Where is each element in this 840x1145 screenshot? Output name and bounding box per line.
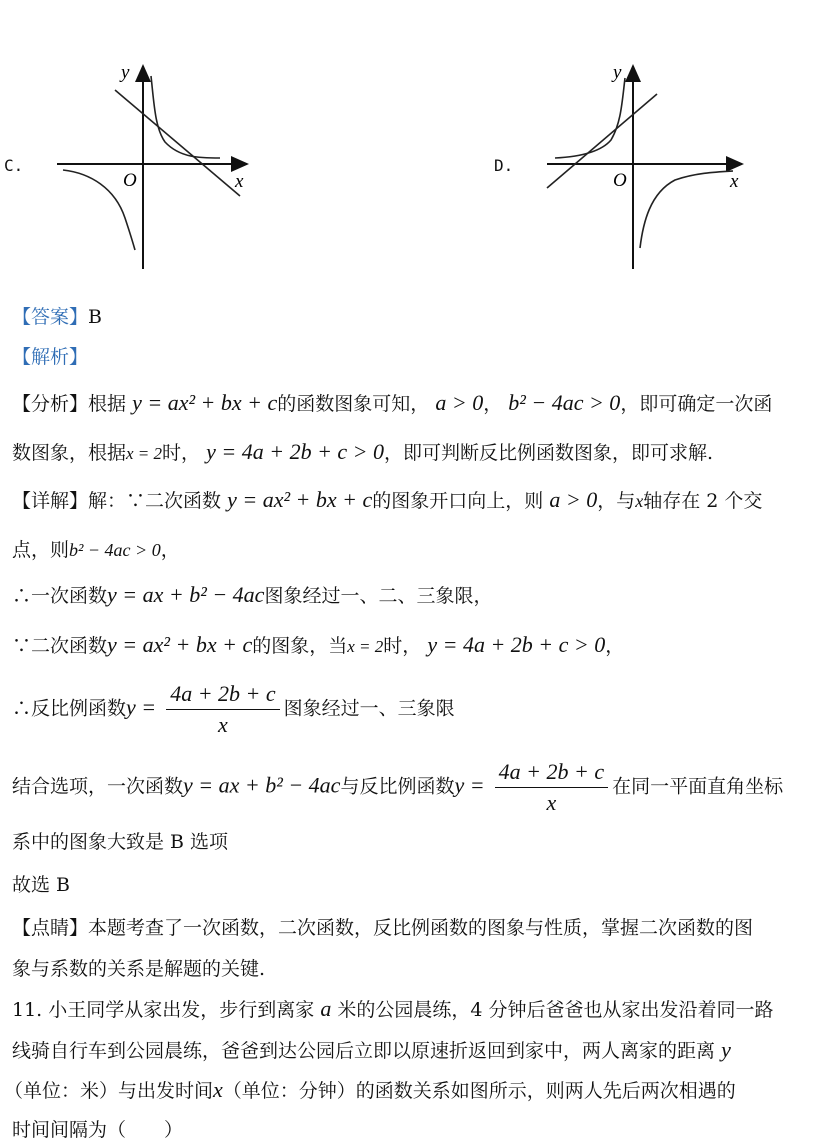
- x-value: x = 2: [126, 444, 163, 463]
- value-eq: y = 4a + 2b + c > 0: [206, 439, 385, 464]
- text: 本题考查了一次函数，二次函数，反比例函数的图象与性质，掌握二次函数的图: [88, 917, 754, 939]
- text: 结合选项，一次函数: [12, 775, 184, 798]
- fenxi-line-1: 【分析】根据 y = ax² + bx + c的函数图象可知， a > 0， b² − 4ac > 0，即可确定一次函: [12, 390, 773, 415]
- fraction-denominator: x: [218, 712, 228, 737]
- text: 与反比例函数: [340, 775, 455, 798]
- fenxi-line-2: [12, 439, 713, 467]
- dianjing-line-1: [12, 915, 753, 941]
- line-4: [12, 632, 624, 660]
- cond-a: a > 0: [435, 390, 484, 415]
- linear-function-line: [547, 94, 657, 188]
- var-x: x: [213, 1077, 223, 1102]
- hyperbola-branch-1: [555, 78, 625, 158]
- text: 轴存在 2 个交: [643, 490, 763, 512]
- text: ，与: [597, 490, 636, 512]
- cond-discriminant: b² − 4ac > 0: [69, 540, 161, 560]
- cond-discriminant: b² − 4ac > 0: [508, 390, 621, 415]
- origin-label: O: [123, 170, 137, 191]
- fraction-numerator: 4a + 2b + c: [495, 758, 608, 788]
- q11-line-3: [4, 1077, 736, 1104]
- text: 数图象，根据: [12, 442, 127, 464]
- text: ，: [605, 635, 625, 657]
- xiangjie-tag: 【详解】: [12, 490, 89, 512]
- linear-eq: y = ax + b² − 4ac: [107, 582, 265, 607]
- y-axis-label: y: [613, 62, 622, 83]
- line-5: [12, 680, 455, 739]
- answer-tag: 【答案】: [12, 306, 89, 328]
- text: 图象经过一、二、三象限，: [264, 585, 493, 607]
- option-c-label: C.: [4, 156, 24, 175]
- text: ，: [160, 539, 180, 561]
- fraction: [166, 680, 279, 739]
- dianjing-tag: 【点睛】: [12, 917, 89, 939]
- x-axis-label: x: [730, 171, 739, 192]
- linear-eq: y = ax + b² − 4ac: [183, 772, 341, 798]
- line-3: [12, 582, 492, 609]
- text: ∴反比例函数: [12, 697, 127, 720]
- text: 的函数图象可知，: [277, 393, 430, 415]
- fraction-numerator: 4a + 2b + c: [166, 680, 279, 710]
- text: 的图象，当: [252, 635, 348, 657]
- text: 在同一平面直角坐标: [612, 775, 784, 798]
- line-7: 系中的图象大致是 B 选项: [12, 831, 229, 853]
- quadratic-eq: y = ax² + bx + c: [132, 390, 278, 415]
- x-symbol: x: [635, 491, 644, 511]
- answer-value: B: [88, 306, 102, 328]
- quadratic-eq: y = ax² + bx + c: [107, 632, 253, 657]
- text: ∴一次函数: [12, 585, 108, 607]
- fraction-lhs: y =: [126, 694, 157, 720]
- answer-line: [12, 304, 102, 330]
- q11-line-4: 时间间隔为（ ）: [12, 1119, 184, 1141]
- text: 根据: [88, 393, 127, 415]
- text: （单位：米）与出发时间: [4, 1080, 214, 1102]
- xiangjie-line-1: [12, 487, 762, 514]
- x-value: x = 2: [347, 637, 384, 656]
- text: ，即可确定一次函: [620, 393, 773, 415]
- option-d-label: D.: [494, 156, 514, 175]
- analysis-tag: 【解析】: [12, 346, 89, 368]
- option-d-graph: [545, 58, 750, 273]
- origin-label: O: [613, 170, 627, 191]
- hyperbola-branch-2: [640, 171, 733, 248]
- text: 点，则: [12, 539, 70, 561]
- quadratic-eq: y = ax² + bx + c: [227, 487, 373, 512]
- text: ∵二次函数: [12, 635, 108, 657]
- hyperbola-branch-1: [151, 76, 220, 158]
- q11-line-1: [12, 996, 774, 1023]
- var-y: y: [721, 1037, 731, 1062]
- value-eq: y = 4a + 2b + c > 0: [427, 632, 606, 657]
- fenxi-tag: 【分析】: [12, 393, 89, 415]
- text: 解：∵二次函数: [88, 490, 222, 512]
- option-c-graph: [55, 58, 255, 273]
- fraction: [495, 758, 608, 817]
- fraction-lhs: y =: [454, 772, 485, 798]
- text: 时，: [162, 442, 201, 464]
- line-6: [12, 758, 783, 817]
- dianjing-line-2: 象与系数的关系是解题的关键.: [12, 958, 266, 980]
- q11-line-2: [12, 1037, 731, 1064]
- text: 线骑自行车到公园晨练，爸爸到达公园后立即以原速折返回到家中，两人离家的距离: [12, 1040, 716, 1062]
- fraction-denominator: x: [546, 790, 557, 815]
- x-axis-label: x: [235, 171, 244, 192]
- text: 时，: [383, 635, 422, 657]
- text: 的图象开口向上，则: [372, 490, 544, 512]
- text: （单位：分钟）的函数关系如图所示，则两人先后两次相遇的: [222, 1080, 736, 1102]
- var-a: a: [320, 996, 332, 1021]
- text: ，即可判断反比例函数图象，即可求解.: [384, 442, 714, 464]
- text: 11. 小王同学从家出发，步行到离家: [12, 999, 315, 1021]
- line-8: 故选 B: [12, 874, 71, 896]
- text: 米的公园晨练，4 分钟后爸爸也从家出发沿着同一路: [337, 999, 774, 1021]
- y-axis-label: y: [121, 62, 130, 83]
- cond-a: a > 0: [549, 487, 598, 512]
- xiangjie-line-2: [12, 537, 180, 563]
- text: 图象经过一、三象限: [283, 697, 455, 720]
